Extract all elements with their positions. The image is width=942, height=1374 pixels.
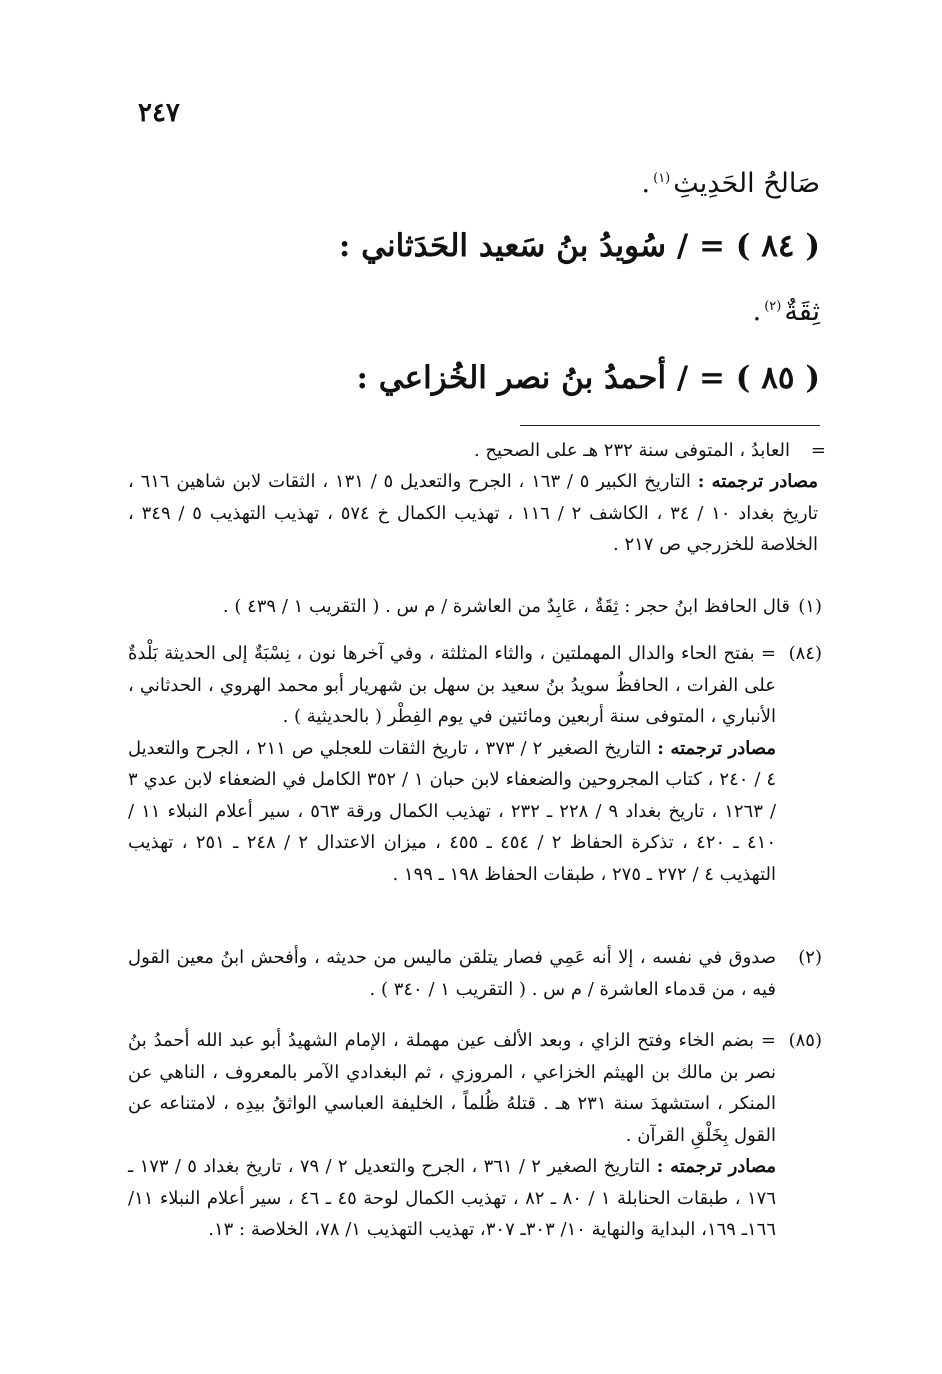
- sources-text: التاريخ الكبير ٥ / ١٦٣ ، الجرح والتعديل ٥ / ١٣١ ، الثقات لابن شاهين ٦١٦ ، تاريخ بغداد ١٠ / ٣٤ ، الكاشف ٢ / ١١٦ ، تهذيب الكمال خ ٥٧٤ ، تهذيب التهذيب ٥ / ٣٤٩ ، الخلاصة للخزرجي ص ٢١٧ .: [128, 471, 819, 555]
- sources-label: مصادر ترجمته :: [657, 737, 776, 759]
- main-line-1-end: .: [641, 168, 651, 199]
- note-85: [128, 1025, 776, 1246]
- footnote-1-text: قال الحافظ ابنُ حجر : ثِقَةٌ ، عَابِدٌ من العاشرة / م س . ( التقريب ١ / ٤٣٩ ) .: [222, 596, 790, 617]
- sources-label: مصادر ترجمته :: [697, 471, 818, 492]
- note-84: [128, 638, 776, 890]
- sources-label: مصادر ترجمته :: [656, 1156, 777, 1177]
- note-84-text: = بفتح الحاء والدال المهملتين ، والثاء المثلثة ، وفي آخرها نون ، نِسْبَةٌ إلى الحديثة بَلْدةٌ على الفرات ، الحافظُ سويدُ بنُ سعيد بن سهل بن شهريار أبو محمد الهروي ، الحدثاني ، الأنباري ، المتوفى سنة أربعين ومائتين في يوم الفِطْر ( بالحديثية ) .: [128, 643, 776, 727]
- footnote-cont-sources: [128, 466, 818, 561]
- note-85-text: = بضم الخاء وفتح الزاي ، وبعد الألف عين مهملة ، الإمام الشهيدُ أبو عبد الله أحمدُ بنُ نصر بن مالك بن الهيثم الخزاعي ، المروزي ، ثم البغدادي الآمر بالمعروف ، الناهي عن المنكر ، استشهدَ سنة ٢٣١ هـ . قتلهُ ظُلماً ، الخليفة العباسي الواثقُ بيدِه ، لامتناعه عن القول بِخَلْقِ القرآن .: [128, 1030, 776, 1146]
- footnote-cont-text: العابدُ ، المتوفى سنة ٢٣٢ هـ على الصحيح .: [473, 440, 790, 461]
- note-84-marker: (٨٤): [788, 643, 822, 664]
- footnote-cont-marker: =: [810, 440, 826, 461]
- main-line-3-end: .: [752, 296, 762, 327]
- entry-heading-85: ( ٨٥ ) = / أحمدُ بنُ نصر الخُزاعي :: [356, 360, 820, 396]
- sources-text: التاريخ الصغير ٢ / ٣٦١ ، الجرح والتعديل ٢ / ٧٩ ، تاريخ بغداد ٥ / ١٧٣ ـ ١٧٦ ، طبقات الحنابلة ١ / ٨٠ ـ ٨٢ ، تهذيب الكمال لوحة ٤٥ ـ ٤٦ ، سير أعلام النبلاء ١١/ ١٦٦ـ ١٦٩، البداية والنهاية ١٠/ ٣٠٣ـ ٣٠٧، تهذيب التهذيب ١/ ٧٨، الخلاصة : ١٣.: [128, 1156, 776, 1240]
- footnote-1: [128, 591, 790, 623]
- note-85-marker: (٨٥): [788, 1030, 822, 1051]
- main-line-1-text: صَالحُ الحَدِيثِ: [673, 168, 820, 199]
- footnote-separator: [520, 425, 820, 426]
- footnote-ref-1: (١): [653, 171, 671, 186]
- footnote-cont: [128, 435, 790, 467]
- sources-text: التاريخ الصغير ٢ / ٣٧٣ ، تاريخ الثقات للعجلي ص ٢١١ ، الجرح والتعديل ٤ / ٢٤٠ ، كتاب المجروحين والضعفاء لابن حبان ١ / ٣٥٢ الكامل في الضعفاء لابن عدي ٣ / ١٢٦٣ ، تاريخ بغداد ٩ / ٢٢٨ ـ ٢٣٢ ، تهذيب الكمال ورقة ٥٦٣ ، سير أعلام النبلاء ١١ / ٤١٠ ـ ٤٢٠ ، تذكرة الحفاظ ٢ / ٤٥٤ ـ ٤٥٥ ، ميزان الاعتدال ٢ / ٢٤٨ ـ ٢٥١ ، تهذيب التهذيب ٤ / ٢٧٢ ـ ٢٧٥ ، طبقات الحفاظ ١٩٨ ـ ١٩٩ .: [128, 737, 777, 885]
- note-85-sources: [128, 1151, 776, 1246]
- main-line-3-text: ثِقَةٌ: [784, 296, 820, 327]
- main-line-3: [130, 296, 820, 327]
- entry-heading-84: ( ٨٤ ) = / سُويدُ بنُ سَعيد الحَدَثاني :: [338, 228, 820, 264]
- page-number: ٢٤٧: [138, 98, 180, 128]
- footnote-1-marker: (١): [798, 596, 822, 617]
- footnote-2-marker: (٢): [798, 947, 822, 968]
- footnote-2: [128, 942, 776, 1005]
- note-84-sources: [128, 733, 776, 891]
- footnote-ref-2: (٢): [764, 299, 782, 314]
- footnote-2-text: صدوق في نفسه ، إلا أنه عَمِي فصار يتلقن ماليس من حديثه ، وأفحش ابنُ معين القول فيه ، من قدماء العاشرة / م س . ( التقريب ١ / ٣٤٠ ) .: [128, 947, 776, 1000]
- main-line-1: [130, 168, 820, 199]
